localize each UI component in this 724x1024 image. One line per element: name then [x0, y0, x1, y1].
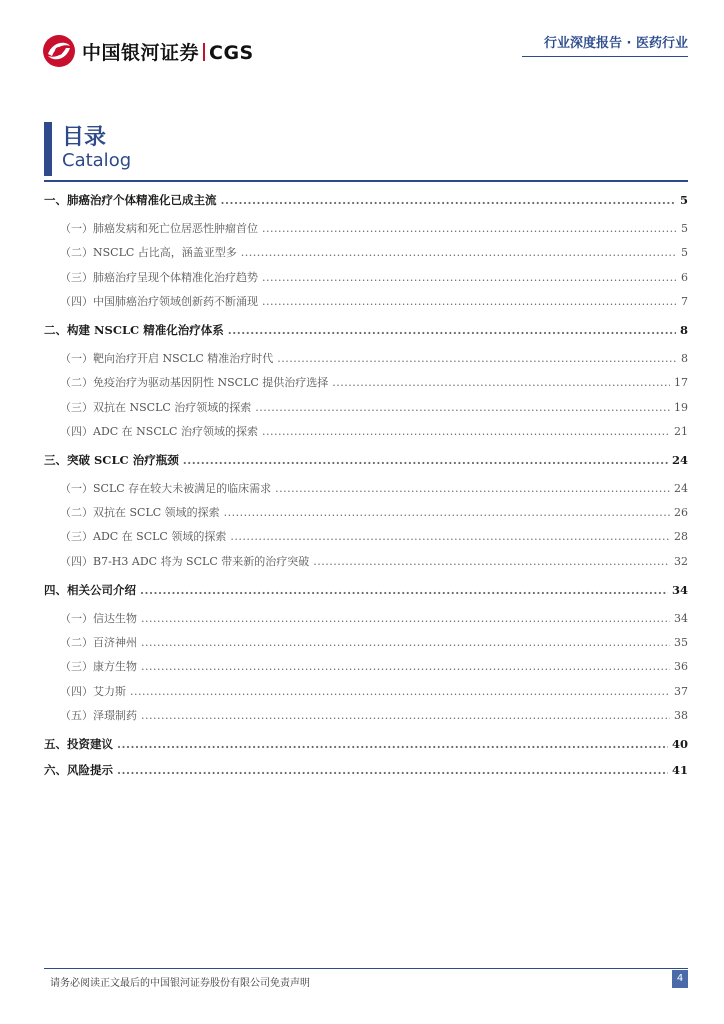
toc-number: （二）	[60, 636, 93, 649]
page-header	[0, 0, 724, 80]
toc-number: 四、	[44, 582, 67, 597]
toc-label: 艾力斯	[93, 684, 126, 698]
toc-subsection[interactable]	[44, 480, 688, 500]
toc-leader-dots	[117, 737, 668, 751]
toc-number: （四）	[60, 554, 93, 568]
toc-section[interactable]	[44, 192, 688, 212]
toc-number: （一）	[60, 351, 93, 365]
toc-number: （三）	[60, 400, 93, 414]
toc-subsection[interactable]	[44, 504, 688, 524]
toc-label: 百济神州	[93, 636, 137, 649]
toc-number: 六、	[44, 762, 67, 777]
toc-page-number: 5	[681, 246, 688, 260]
toc-label: 信达生物	[93, 611, 137, 625]
toc-leader-dots	[275, 482, 670, 495]
toc-label: 免疫治疗为驱动基因阴性 NSCLC 提供治疗选择	[93, 376, 329, 390]
toc-number: （二）	[60, 376, 93, 390]
toc-section[interactable]	[44, 322, 688, 342]
toc-leader-dots	[332, 376, 670, 389]
toc-number: 五、	[44, 736, 67, 751]
toc-label: SCLC 存在较大未被满足的临床需求	[93, 481, 272, 495]
toc-number: 三、	[44, 452, 67, 467]
toc-number: 一、	[44, 193, 67, 207]
toc-number: （四）	[60, 294, 93, 308]
toc-page-number: 8	[681, 351, 688, 365]
footer-disclaimer: 请务必阅读正文最后的中国银河证券股份有限公司免责声明	[50, 978, 310, 989]
toc-label: 中国肺癌治疗领域创新药不断涌现	[93, 294, 258, 308]
logo	[42, 34, 254, 68]
page-number: 4	[672, 970, 688, 988]
cgs-logo-icon	[42, 34, 76, 68]
toc-subsection[interactable]	[44, 423, 688, 443]
toc-number: （四）	[60, 424, 93, 438]
toc-subsection[interactable]	[44, 658, 688, 678]
toc-label: 双抗在 NSCLC 治疗领域的探索	[93, 400, 252, 414]
toc-number: （二）	[60, 246, 93, 260]
toc-label: 风险提示	[67, 762, 113, 777]
toc-leader-dots	[117, 763, 668, 777]
toc-page-number: 24	[674, 481, 688, 495]
toc-leader-dots	[255, 401, 670, 414]
toc-label: 突破 SCLC 治疗瓶颈	[67, 452, 179, 467]
toc-page-number: 38	[674, 708, 688, 722]
toc-leader-dots	[221, 193, 676, 207]
title-english: Catalog	[62, 150, 132, 171]
toc-subsection[interactable]	[44, 244, 688, 264]
toc-leader-dots	[262, 222, 677, 235]
toc-leader-dots	[141, 709, 670, 722]
toc-leader-dots	[141, 660, 670, 673]
toc-leader-dots	[277, 352, 677, 365]
toc-number: （三）	[60, 530, 93, 544]
toc-label: 靶向治疗开启 NSCLC 精准治疗时代	[93, 351, 274, 365]
toc-number: （五）	[60, 708, 93, 722]
toc-page-number: 21	[674, 424, 688, 438]
toc-label: 泽璟制药	[93, 708, 137, 722]
toc-subsection[interactable]	[44, 683, 688, 703]
toc-subsection[interactable]	[44, 350, 688, 370]
toc-subsection[interactable]	[44, 610, 688, 630]
toc-number: 二、	[44, 322, 67, 337]
toc-leader-dots	[262, 425, 670, 438]
toc-subsection[interactable]	[44, 553, 688, 573]
toc-page-number: 34	[674, 611, 688, 625]
toc-number: （三）	[60, 660, 93, 674]
toc-page-number: 37	[674, 684, 688, 698]
toc-page-number: 26	[674, 506, 688, 520]
toc-page-number: 5	[681, 222, 688, 235]
toc-label: 构建 NSCLC 精准化治疗体系	[67, 322, 224, 337]
toc-section[interactable]	[44, 582, 688, 602]
toc-label: 投资建议	[67, 736, 113, 751]
toc-label: NSCLC 占比高，涵盖亚型多	[93, 246, 237, 260]
toc-leader-dots	[262, 271, 677, 284]
toc-number: （四）	[60, 684, 93, 698]
toc-number: （二）	[60, 506, 93, 520]
toc-subsection[interactable]	[44, 269, 688, 289]
toc-label: 双抗在 SCLC 领域的探索	[93, 506, 220, 520]
report-type: 行业深度报告 · 医药行业	[544, 36, 688, 51]
toc-label: 肺癌治疗呈现个体精准化治疗趋势	[93, 270, 258, 284]
toc-page-number: 40	[671, 736, 688, 751]
toc-leader-dots	[313, 555, 670, 568]
toc-subsection[interactable]	[44, 293, 688, 313]
toc-subsection[interactable]	[44, 374, 688, 394]
toc-label: 肺癌治疗个体精准化已成主流	[67, 193, 217, 207]
toc-label: 相关公司介绍	[67, 582, 136, 597]
toc-subsection[interactable]	[44, 634, 688, 654]
toc-subsection[interactable]	[44, 399, 688, 419]
toc-number: （三）	[60, 270, 93, 284]
toc-subsection[interactable]	[44, 707, 688, 727]
toc-leader-dots	[183, 453, 668, 467]
toc-page-number: 35	[674, 636, 688, 649]
toc-page-number: 41	[671, 762, 688, 777]
toc-page-number: 8	[679, 322, 688, 337]
toc-page-number: 34	[671, 582, 688, 597]
toc-number: （一）	[60, 222, 93, 235]
toc-subsection[interactable]	[44, 220, 688, 240]
toc-page-number: 6	[681, 270, 688, 284]
toc-page-number: 32	[674, 554, 688, 568]
toc-leader-dots	[141, 636, 670, 649]
toc-label: 康方生物	[93, 660, 137, 674]
toc-leader-dots	[228, 323, 676, 337]
toc-number: （一）	[60, 481, 93, 495]
toc-leader-dots	[140, 583, 668, 597]
toc-page-number: 7	[681, 294, 688, 308]
toc-label: ADC 在 SCLC 领域的探索	[93, 530, 227, 544]
toc-label: B7-H3 ADC 将为 SCLC 带来新的治疗突破	[93, 554, 310, 568]
toc-section[interactable]	[44, 762, 688, 782]
footer-divider	[44, 968, 688, 969]
toc-section[interactable]	[44, 736, 688, 756]
toc-leader-dots	[141, 612, 670, 625]
toc-leader-dots	[130, 685, 670, 698]
toc-label: 肺癌发病和死亡位居恶性肿瘤首位	[93, 222, 258, 235]
title-accent-bar	[44, 122, 52, 176]
toc-page-number: 5	[679, 193, 688, 207]
toc-section[interactable]	[44, 452, 688, 472]
header-divider	[522, 56, 688, 57]
toc-page-number: 24	[671, 452, 688, 467]
toc-page-number: 17	[674, 376, 688, 390]
title-chinese: 目录	[62, 125, 107, 150]
toc-leader-dots	[241, 246, 677, 259]
toc-page-number: 36	[674, 660, 688, 674]
title-divider	[44, 180, 688, 182]
toc-leader-dots	[224, 506, 670, 519]
toc-subsection[interactable]	[44, 528, 688, 548]
toc-leader-dots	[230, 530, 670, 543]
toc-number: （一）	[60, 611, 93, 625]
toc-page-number: 19	[674, 400, 688, 414]
logo-text: 中国银河证券 CGS	[82, 41, 254, 64]
toc-label: ADC 在 NSCLC 治疗领域的探索	[93, 424, 258, 438]
toc-page-number: 28	[674, 530, 688, 544]
toc-leader-dots	[262, 295, 677, 308]
